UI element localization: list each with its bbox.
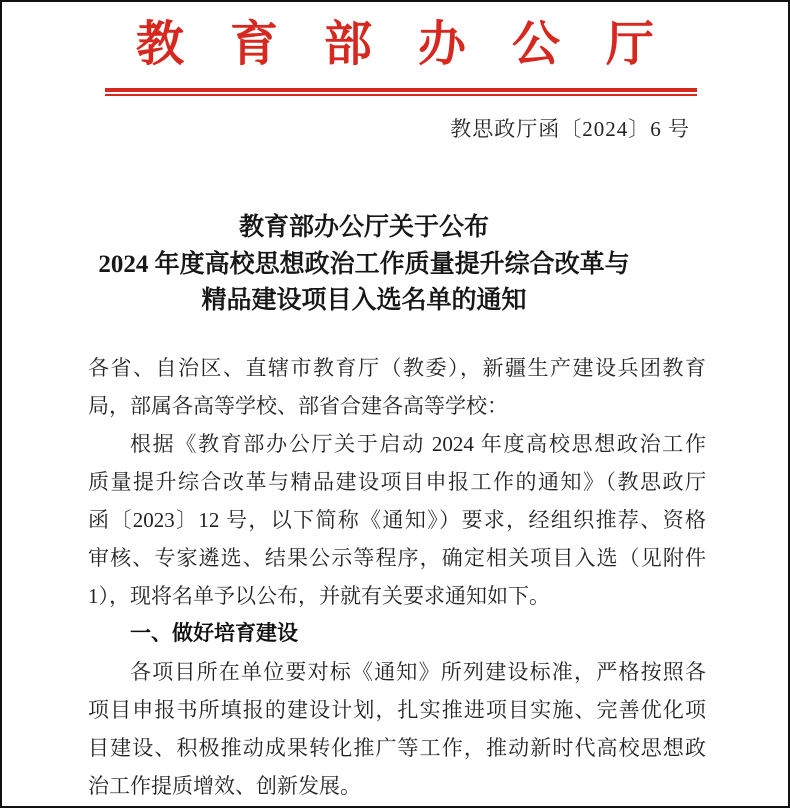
body-line: 根据《教育部办公厅关于启动 2024 年度高校思想政治工作	[130, 432, 706, 456]
document-body	[88, 349, 706, 805]
red-divider-line	[105, 88, 697, 96]
body-line: 审核、专家遴选、结果公示等程序，确定相关项目入选（见附件	[88, 546, 706, 570]
title-line: 精品建设项目入选名单的通知	[201, 287, 527, 314]
body-line: 目建设、积极推动成果转化推广等工作，推动新时代高校思想政	[88, 736, 706, 760]
body-line: 各项目所在单位要对标《通知》所列建设标准，严格按照各	[130, 660, 706, 684]
body-line: 治工作提质增效、创新发展。	[88, 774, 361, 798]
body-line: 项目申报书所填报的建设计划，扎实推进项目实施、完善优化项	[88, 698, 706, 722]
title-line: 教育部办公厅关于公布	[238, 214, 489, 241]
body-line: 质量提升综合改革与精品建设项目申报工作的通知》（教思政厅	[88, 470, 706, 494]
body-line: 各省、自治区、直辖市教育厅（教委），新疆生产建设兵团教育	[88, 356, 706, 380]
doc-number: 教思政厅函〔2024〕6 号	[450, 117, 690, 141]
title-line: 2024 年度高校思想政治工作质量提升综合改革与	[98, 250, 630, 278]
document-title	[2, 210, 788, 320]
agency-letterhead: 教育部办公厅	[135, 18, 700, 71]
section-heading: 一、做好培育建设	[130, 622, 298, 645]
body-line: 局，部属各高等学校、部省合建各高等学校：	[88, 394, 508, 418]
body-line: 函〔2023〕12 号，以下简称《通知》）要求，经组织推荐、资格	[88, 508, 706, 532]
body-line: 1），现将名单予以公布，并就有关要求通知如下。	[88, 584, 550, 608]
